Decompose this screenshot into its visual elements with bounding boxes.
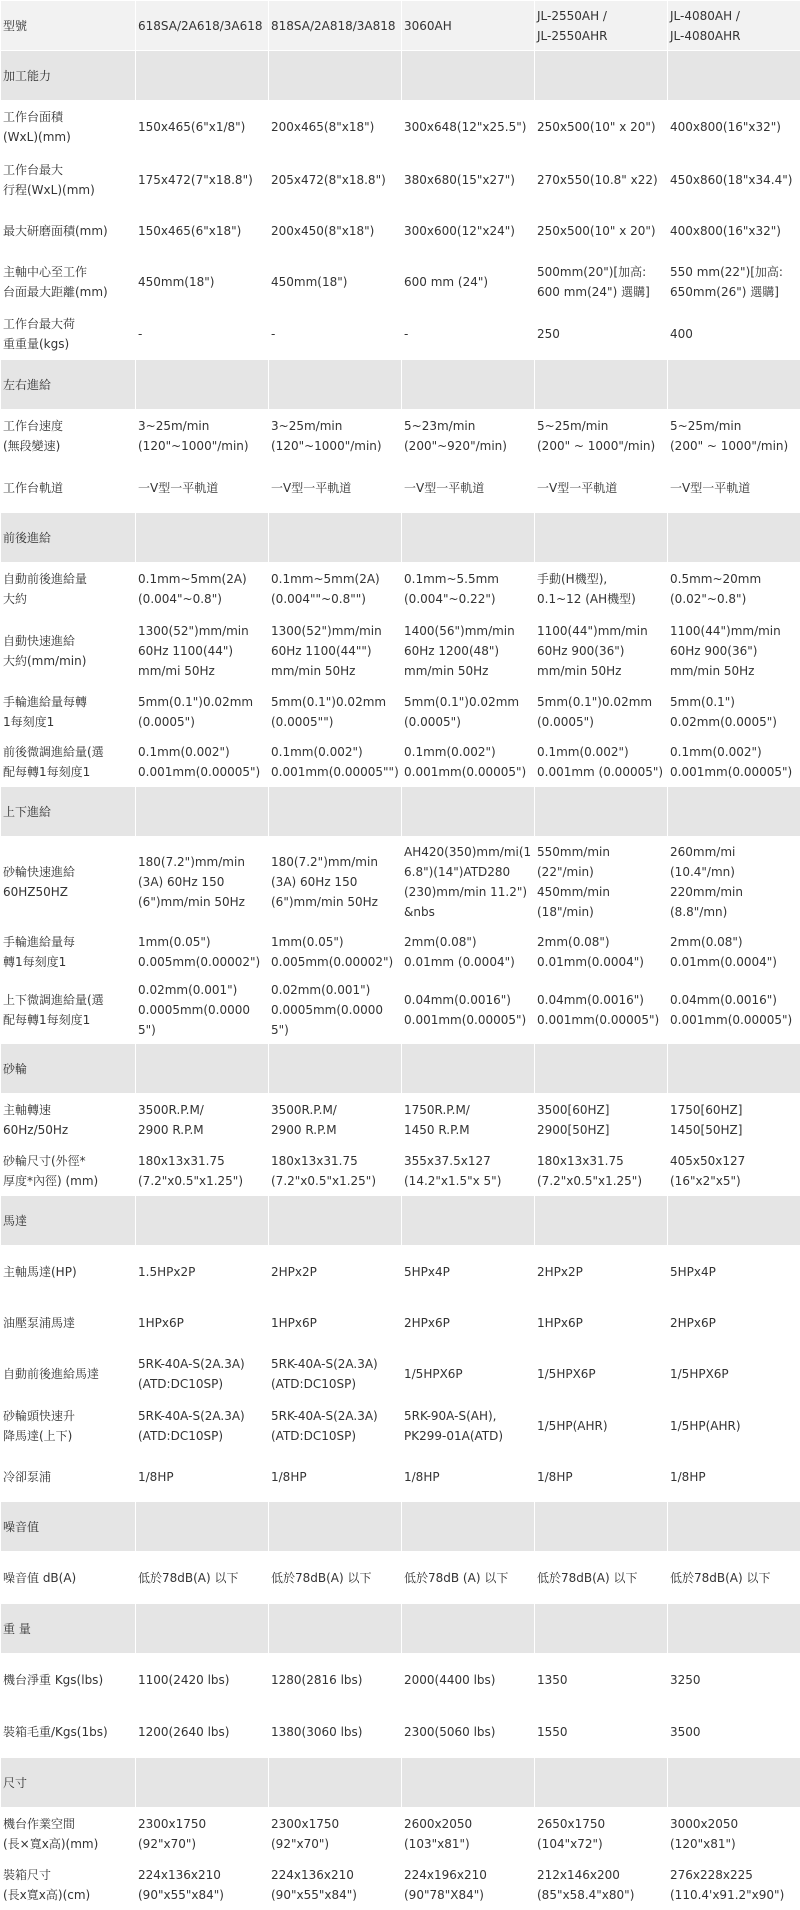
section-empty-cell: [269, 1758, 402, 1808]
spec-value: 1/5HPX6P: [535, 1348, 668, 1400]
spec-value: 0.1mm(0.002") 0.001mm(0.00005""): [269, 737, 402, 787]
spec-value: 270x550(10.8" x22): [535, 154, 668, 206]
spec-value: 1HPx6P: [535, 1298, 668, 1348]
row-label: 噪音值 dB(A): [1, 1552, 136, 1604]
spec-value: 0.1mm~5mm(2A) (0.004""~0.8""): [269, 563, 402, 615]
section-row: [1, 1502, 800, 1552]
spec-value: -: [402, 308, 535, 360]
table-row: [1, 977, 800, 1044]
spec-value: -: [136, 308, 269, 360]
spec-value: 180(7.2")mm/min (3A) 60Hz 150 (6")mm/min 50Hz: [269, 837, 402, 927]
header-row: [1, 1, 800, 51]
section-empty-cell: [402, 1044, 535, 1094]
row-label: 工作台速度 (無段變速): [1, 410, 136, 463]
section-empty-cell: [269, 1196, 402, 1246]
spec-value: 276x228x225 (110.4'x91.2"x90"): [668, 1860, 800, 1910]
section-empty-cell: [402, 360, 535, 410]
spec-value: 1/8HP: [402, 1452, 535, 1502]
table-row: [1, 463, 800, 513]
row-label: 主軸轉速 60Hz/50Hz: [1, 1094, 136, 1146]
section-row: [1, 51, 800, 101]
section-title: 前後進給: [1, 513, 136, 563]
spec-value: 1100(44")mm/min 60Hz 900(36") mm/min 50Hz: [668, 615, 800, 687]
spec-value: 5RK-90A-S(AH), PK299-01A(ATD): [402, 1400, 535, 1452]
header-model-label: 型號: [1, 1, 136, 51]
row-label: 主軸馬達(HP): [1, 1246, 136, 1298]
section-title: 噪音值: [1, 1502, 136, 1552]
row-label: 前後微調進給量(選 配每轉1每刻度1: [1, 737, 136, 787]
spec-value: 0.1mm~5.5mm (0.004"~0.22"): [402, 563, 535, 615]
spec-value: 一V型一平軌道: [668, 463, 800, 513]
section-empty-cell: [535, 1758, 668, 1808]
spec-value: 0.04mm(0.0016") 0.001mm(0.00005"): [535, 977, 668, 1044]
section-empty-cell: [136, 1196, 269, 1246]
spec-value: 1/8HP: [535, 1452, 668, 1502]
table-row: [1, 1452, 800, 1502]
spec-value: 250x500(10" x 20"): [535, 101, 668, 154]
spec-value: 260mm/mi (10.4"/mn) 220mm/min (8.8"/mn): [668, 837, 800, 927]
section-row: [1, 1604, 800, 1654]
spec-value: 1100(44")mm/min 60Hz 900(36") mm/min 50Hz: [535, 615, 668, 687]
spec-value: 5~23m/min (200"~920"/min): [402, 410, 535, 463]
row-label: 自動前後進給量 大約: [1, 563, 136, 615]
spec-value: 150x465(6"x18"): [136, 206, 269, 256]
section-empty-cell: [136, 1604, 269, 1654]
spec-value: 1300(52")mm/min 60Hz 1100(44") mm/mi 50Hz: [136, 615, 269, 687]
spec-value: 1.5HPx2P: [136, 1246, 269, 1298]
spec-value: 405x50x127 (16"x2"x5"): [668, 1146, 800, 1196]
section-title: 左右進給: [1, 360, 136, 410]
section-empty-cell: [535, 1502, 668, 1552]
spec-value: 1/5HP(AHR): [535, 1400, 668, 1452]
spec-value: 1200(2640 lbs): [136, 1706, 269, 1758]
spec-value: 450mm(18"): [269, 256, 402, 308]
spec-value: 180(7.2")mm/min (3A) 60Hz 150 (6")mm/min 50Hz: [136, 837, 269, 927]
spec-value: 2mm(0.08") 0.01mm(0.0004"): [668, 927, 800, 977]
spec-value: 5HPx4P: [402, 1246, 535, 1298]
row-label: 砂輪尺寸(外徑* 厚度*內徑) (mm): [1, 1146, 136, 1196]
section-empty-cell: [402, 1196, 535, 1246]
spec-value: AH420(350)mm/mi(1 6.8")(14")ATD280 (230)mm/min 11.2") &nbs: [402, 837, 535, 927]
row-label: 工作台面積 (WxL)(mm): [1, 101, 136, 154]
section-empty-cell: [136, 1044, 269, 1094]
section-empty-cell: [402, 1758, 535, 1808]
table-row: [1, 1298, 800, 1348]
spec-value: 0.1mm~5mm(2A) (0.004"~0.8"): [136, 563, 269, 615]
spec-value: 400x800(16"x32"): [668, 101, 800, 154]
section-row: [1, 513, 800, 563]
section-empty-cell: [535, 787, 668, 837]
spec-value: 200x465(8"x18"): [269, 101, 402, 154]
spec-value: 5mm(0.1")0.02mm (0.0005"): [535, 687, 668, 737]
section-empty-cell: [136, 513, 269, 563]
spec-value: 1/5HPX6P: [402, 1348, 535, 1400]
spec-value: 5mm(0.1")0.02mm (0.0005"): [402, 687, 535, 737]
section-empty-cell: [136, 1758, 269, 1808]
spec-value: 175x472(7"x18.8"): [136, 154, 269, 206]
spec-value: 1mm(0.05") 0.005mm(0.00002"): [136, 927, 269, 977]
spec-value: 1/8HP: [668, 1452, 800, 1502]
row-label: 自動前後進給馬達: [1, 1348, 136, 1400]
spec-value: 1mm(0.05") 0.005mm(0.00002"): [269, 927, 402, 977]
section-empty-cell: [269, 1044, 402, 1094]
row-label: 工作台最大荷 重重量(kgs): [1, 308, 136, 360]
section-empty-cell: [668, 787, 800, 837]
spec-value: 2HPx6P: [668, 1298, 800, 1348]
section-empty-cell: [402, 1604, 535, 1654]
header-model-2550: JL-2550AH / JL-2550AHR: [535, 1, 668, 51]
section-empty-cell: [535, 51, 668, 101]
row-label: 油壓泵浦馬達: [1, 1298, 136, 1348]
section-empty-cell: [269, 360, 402, 410]
spec-table-body: [1, 1, 800, 1910]
spec-value: 400: [668, 308, 800, 360]
row-label: 機台淨重 Kgs(lbs): [1, 1654, 136, 1706]
spec-value: 1/8HP: [269, 1452, 402, 1502]
spec-value: 180x13x31.75 (7.2"x0.5"x1.25"): [136, 1146, 269, 1196]
section-empty-cell: [136, 360, 269, 410]
spec-value: 0.04mm(0.0016") 0.001mm(0.00005"): [668, 977, 800, 1044]
spec-value: 5RK-40A-S(2A.3A) (ATD:DC10SP): [269, 1400, 402, 1452]
spec-value: 一V型一平軌道: [269, 463, 402, 513]
section-empty-cell: [402, 513, 535, 563]
table-row: [1, 1246, 800, 1298]
row-label: 工作台最大 行程(WxL)(mm): [1, 154, 136, 206]
spec-value: 205x472(8"x18.8"): [269, 154, 402, 206]
table-row: [1, 837, 800, 927]
spec-value: 2HPx2P: [269, 1246, 402, 1298]
spec-value: 3500: [668, 1706, 800, 1758]
row-label: 自動快速進給 大約(mm/min): [1, 615, 136, 687]
table-row: [1, 615, 800, 687]
spec-value: 212x146x200 (85"x58.4"x80"): [535, 1860, 668, 1910]
table-row: [1, 206, 800, 256]
row-label: 手輪進給量每轉 1每刻度1: [1, 687, 136, 737]
spec-value: 5mm(0.1")0.02mm (0.0005"): [136, 687, 269, 737]
spec-value: 低於78dB(A) 以下: [269, 1552, 402, 1604]
section-empty-cell: [269, 513, 402, 563]
spec-value: 1HPx6P: [136, 1298, 269, 1348]
section-row: [1, 1758, 800, 1808]
section-row: [1, 360, 800, 410]
row-label: 工作台軌道: [1, 463, 136, 513]
section-row: [1, 1196, 800, 1246]
section-empty-cell: [668, 360, 800, 410]
section-empty-cell: [269, 1604, 402, 1654]
section-title: 尺寸: [1, 1758, 136, 1808]
spec-value: 0.02mm(0.001") 0.0005mm(0.00005"): [136, 977, 269, 1044]
table-row: [1, 410, 800, 463]
row-label: 砂輪頭快速升 降馬達(上下): [1, 1400, 136, 1452]
spec-value: 2HPx6P: [402, 1298, 535, 1348]
spec-value: 1750[60HZ] 1450[50HZ]: [668, 1094, 800, 1146]
spec-value: 224x136x210 (90"x55"x84"): [136, 1860, 269, 1910]
table-row: [1, 1094, 800, 1146]
spec-value: 3~25m/min (120"~1000"/min): [269, 410, 402, 463]
table-row: [1, 1348, 800, 1400]
spec-value: 0.1mm(0.002") 0.001mm(0.00005"): [136, 737, 269, 787]
spec-value: 手動(H機型), 0.1~12 (AH機型): [535, 563, 668, 615]
table-row: [1, 927, 800, 977]
section-empty-cell: [535, 513, 668, 563]
row-label: 裝箱尺寸 (長x寬x高)(cm): [1, 1860, 136, 1910]
spec-value: 2mm(0.08") 0.01mm (0.0004"): [402, 927, 535, 977]
spec-value: 1380(3060 lbs): [269, 1706, 402, 1758]
section-empty-cell: [668, 1758, 800, 1808]
header-model-818: 818SA/2A818/3A818: [269, 1, 402, 51]
section-title: 上下進給: [1, 787, 136, 837]
row-label: 裝箱毛重/Kgs(1bs): [1, 1706, 136, 1758]
spec-value: 600 mm (24"): [402, 256, 535, 308]
spec-value: 2650x1750 (104"x72"): [535, 1808, 668, 1860]
spec-value: 224x136x210 (90"x55"x84"): [269, 1860, 402, 1910]
spec-value: 380x680(15"x27"): [402, 154, 535, 206]
spec-value: 1/5HPX6P: [668, 1348, 800, 1400]
table-row: [1, 308, 800, 360]
spec-value: 180x13x31.75 (7.2"x0.5"x1.25"): [269, 1146, 402, 1196]
row-label: 最大研磨面積(mm): [1, 206, 136, 256]
table-row: [1, 1808, 800, 1860]
spec-value: 0.1mm(0.002") 0.001mm(0.00005"): [668, 737, 800, 787]
spec-value: 1/5HP(AHR): [668, 1400, 800, 1452]
spec-value: 5RK-40A-S(2A.3A) (ATD:DC10SP): [136, 1348, 269, 1400]
section-empty-cell: [535, 1044, 668, 1094]
section-title: 重 量: [1, 1604, 136, 1654]
header-model-3060: 3060AH: [402, 1, 535, 51]
row-label: 冷卻泵浦: [1, 1452, 136, 1502]
spec-value: 2HPx2P: [535, 1246, 668, 1298]
spec-value: 200x450(8"x18"): [269, 206, 402, 256]
spec-value: 3250: [668, 1654, 800, 1706]
table-row: [1, 737, 800, 787]
section-title: 加工能力: [1, 51, 136, 101]
spec-value: 1350: [535, 1654, 668, 1706]
spec-value: 550 mm(22")[加高: 650mm(26") 選購]: [668, 256, 800, 308]
table-row: [1, 1706, 800, 1758]
spec-value: 1750R.P.M/ 1450 R.P.M: [402, 1094, 535, 1146]
section-row: [1, 787, 800, 837]
spec-value: 低於78dB(A) 以下: [535, 1552, 668, 1604]
section-empty-cell: [136, 1502, 269, 1552]
row-label: 機台作業空間 (長×寬x高)(mm): [1, 1808, 136, 1860]
spec-value: 一V型一平軌道: [136, 463, 269, 513]
section-empty-cell: [668, 1502, 800, 1552]
spec-value: 0.04mm(0.0016") 0.001mm(0.00005"): [402, 977, 535, 1044]
table-row: [1, 1146, 800, 1196]
spec-value: 300x648(12"x25.5"): [402, 101, 535, 154]
row-label: 砂輪快速進給 60HZ50HZ: [1, 837, 136, 927]
spec-value: 0.1mm(0.002") 0.001mm (0.00005"): [535, 737, 668, 787]
spec-value: 2300x1750 (92"x70"): [269, 1808, 402, 1860]
spec-value: 1300(52")mm/min 60Hz 1100(44"") mm/min 50Hz: [269, 615, 402, 687]
section-title: 馬達: [1, 1196, 136, 1246]
row-label: 上下微調進給量(選 配每轉1每刻度1: [1, 977, 136, 1044]
spec-value: 一V型一平軌道: [402, 463, 535, 513]
spec-value: 5RK-40A-S(2A.3A) (ATD:DC10SP): [269, 1348, 402, 1400]
spec-value: 3~25m/min (120"~1000"/min): [136, 410, 269, 463]
spec-value: 2300(5060 lbs): [402, 1706, 535, 1758]
table-row: [1, 1654, 800, 1706]
spec-value: 2300x1750 (92"x70"): [136, 1808, 269, 1860]
spec-value: 3500R.P.M/ 2900 R.P.M: [136, 1094, 269, 1146]
spec-value: 180x13x31.75 (7.2"x0.5"x1.25"): [535, 1146, 668, 1196]
table-row: [1, 256, 800, 308]
spec-value: 1400(56")mm/min 60Hz 1200(48") mm/min 50Hz: [402, 615, 535, 687]
spec-value: 1280(2816 lbs): [269, 1654, 402, 1706]
spec-value: 355x37.5x127 (14.2"x1.5"x 5"): [402, 1146, 535, 1196]
section-row: [1, 1044, 800, 1094]
spec-value: 5HPx4P: [668, 1246, 800, 1298]
spec-value: 低於78dB (A) 以下: [402, 1552, 535, 1604]
spec-value: 1550: [535, 1706, 668, 1758]
spec-value: 5RK-40A-S(2A.3A) (ATD:DC10SP): [136, 1400, 269, 1452]
section-empty-cell: [535, 1604, 668, 1654]
table-row: [1, 1552, 800, 1604]
spec-value: 1HPx6P: [269, 1298, 402, 1348]
spec-value: 2000(4400 lbs): [402, 1654, 535, 1706]
section-empty-cell: [668, 513, 800, 563]
row-label: 主軸中心至工作 台面最大距離(mm): [1, 256, 136, 308]
table-row: [1, 101, 800, 154]
section-empty-cell: [136, 787, 269, 837]
table-row: [1, 1400, 800, 1452]
section-empty-cell: [269, 787, 402, 837]
spec-value: -: [269, 308, 402, 360]
spec-value: 1100(2420 lbs): [136, 1654, 269, 1706]
spec-value: 400x800(16"x32"): [668, 206, 800, 256]
spec-value: 1/8HP: [136, 1452, 269, 1502]
header-model-618: 618SA/2A618/3A618: [136, 1, 269, 51]
spec-value: 0.02mm(0.001") 0.0005mm(0.00005"): [269, 977, 402, 1044]
spec-value: 2600x2050 (103"x81"): [402, 1808, 535, 1860]
spec-value: 250: [535, 308, 668, 360]
section-empty-cell: [668, 1044, 800, 1094]
table-row: [1, 687, 800, 737]
row-label: 手輪進給量每 轉1每刻度1: [1, 927, 136, 977]
spec-value: 5mm(0.1") 0.02mm(0.0005"): [668, 687, 800, 737]
section-empty-cell: [402, 787, 535, 837]
spec-value: 5mm(0.1")0.02mm (0.0005""): [269, 687, 402, 737]
spec-value: 450mm(18"): [136, 256, 269, 308]
spec-value: 低於78dB(A) 以下: [136, 1552, 269, 1604]
spec-value: 一V型一平軌道: [535, 463, 668, 513]
spec-value: 450x860(18"x34.4"): [668, 154, 800, 206]
spec-value: 2mm(0.08") 0.01mm(0.0004"): [535, 927, 668, 977]
section-title: 砂輪: [1, 1044, 136, 1094]
spec-value: 224x196x210 (90"78"X84"): [402, 1860, 535, 1910]
spec-value: 3500R.P.M/ 2900 R.P.M: [269, 1094, 402, 1146]
section-empty-cell: [402, 51, 535, 101]
spec-value: 3000x2050 (120"x81"): [668, 1808, 800, 1860]
spec-value: 150x465(6"x1/8"): [136, 101, 269, 154]
spec-value: 500mm(20")[加高: 600 mm(24") 選購]: [535, 256, 668, 308]
section-empty-cell: [668, 51, 800, 101]
section-empty-cell: [535, 1196, 668, 1246]
spec-value: 550mm/min (22"/min) 450mm/min (18"/min): [535, 837, 668, 927]
spec-value: 300x600(12"x24"): [402, 206, 535, 256]
spec-value: 0.5mm~20mm (0.02"~0.8"): [668, 563, 800, 615]
table-row: [1, 154, 800, 206]
section-empty-cell: [668, 1604, 800, 1654]
section-empty-cell: [269, 1502, 402, 1552]
header-model-4080: JL-4080AH / JL-4080AHR: [668, 1, 800, 51]
section-empty-cell: [535, 360, 668, 410]
spec-value: 5~25m/min (200" ~ 1000"/min): [668, 410, 800, 463]
section-empty-cell: [269, 51, 402, 101]
section-empty-cell: [402, 1502, 535, 1552]
spec-value: 0.1mm(0.002") 0.001mm(0.00005"): [402, 737, 535, 787]
spec-value: 低於78dB(A) 以下: [668, 1552, 800, 1604]
spec-value: 5~25m/min (200" ~ 1000"/min): [535, 410, 668, 463]
table-row: [1, 1860, 800, 1910]
section-empty-cell: [668, 1196, 800, 1246]
section-empty-cell: [136, 51, 269, 101]
spec-value: 3500[60HZ] 2900[50HZ]: [535, 1094, 668, 1146]
table-row: [1, 563, 800, 615]
spec-value: 250x500(10" x 20"): [535, 206, 668, 256]
